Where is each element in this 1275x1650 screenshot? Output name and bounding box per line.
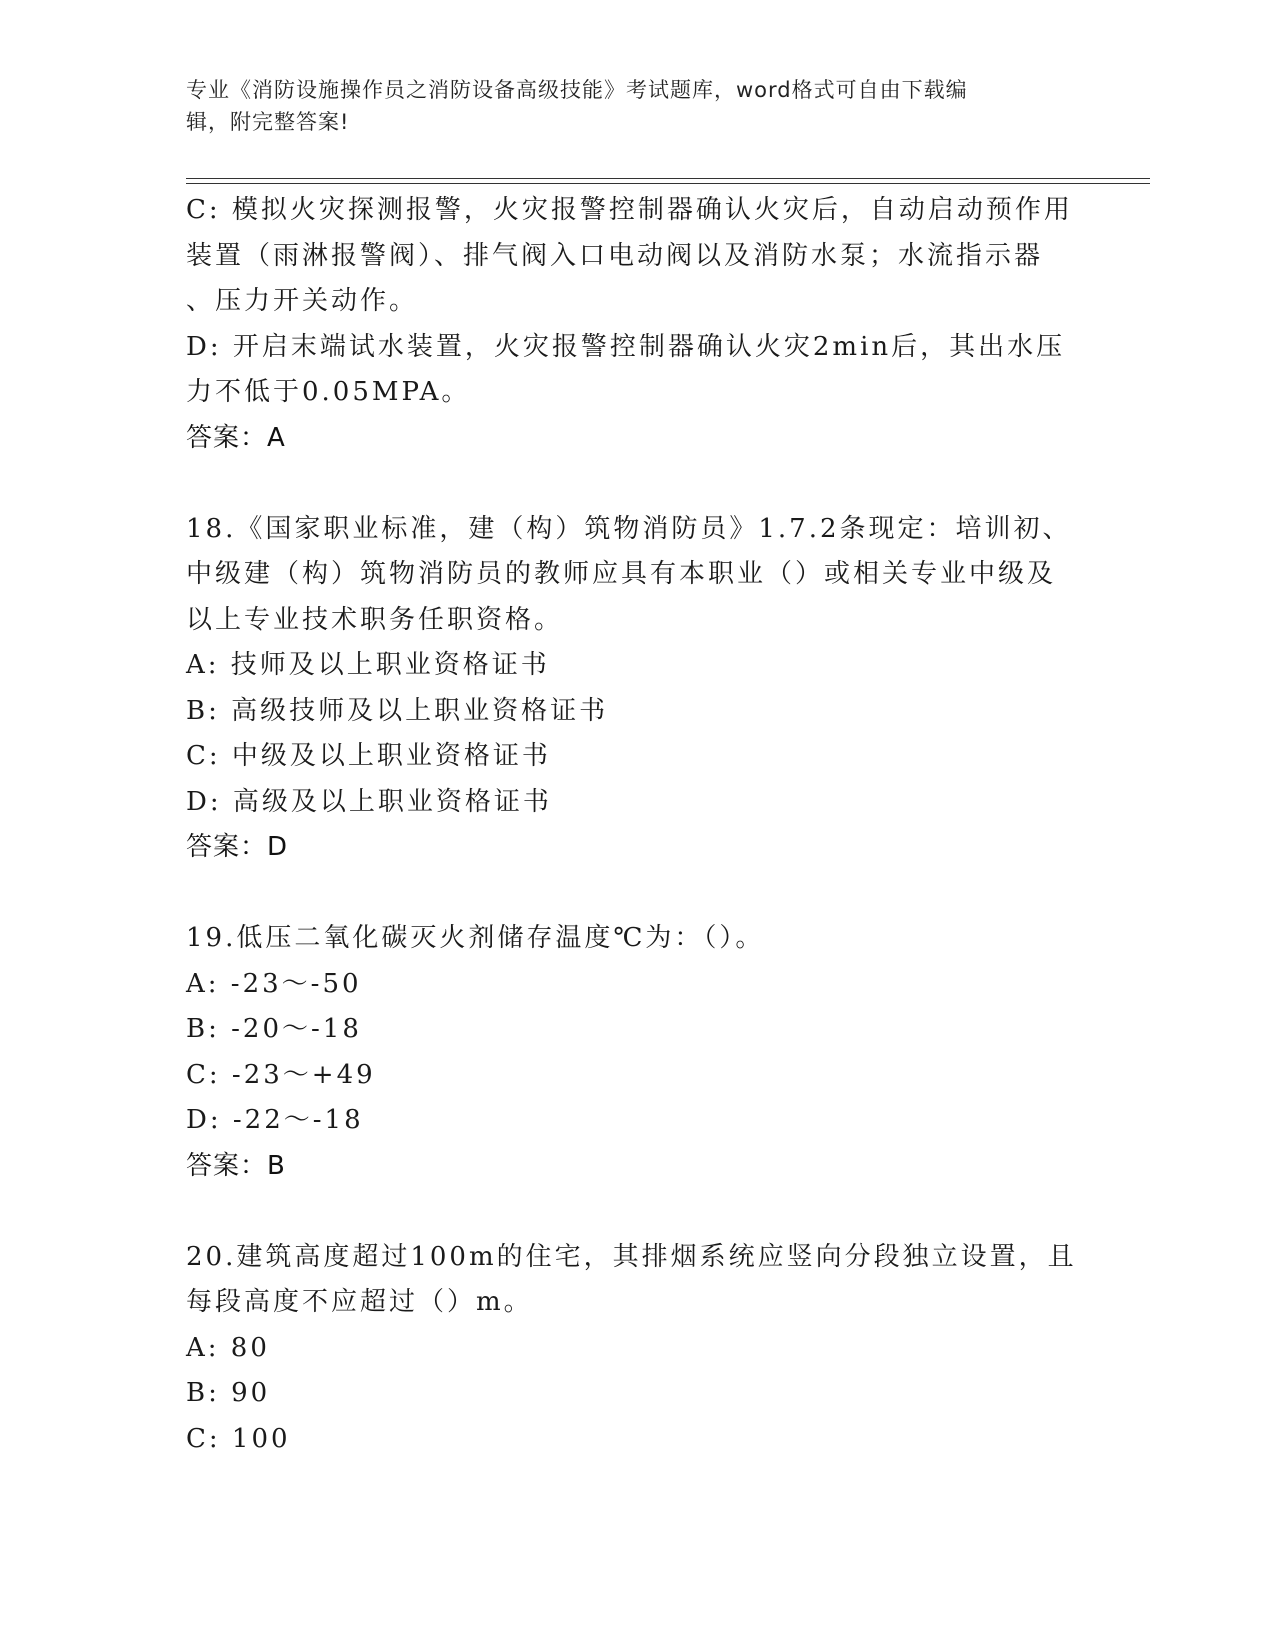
question-stem-line: 20.建筑高度超过100m的住宅，其排烟系统应竖向分段独立设置，且 <box>186 1241 1077 1272</box>
header-rule-top <box>186 178 1150 179</box>
question-stem-line: 19.低压二氧化碳灭火剂储存温度℃为：（）。 <box>186 923 765 953</box>
option-a: A: -23～-50 <box>186 968 362 999</box>
question-spacer <box>186 1189 1086 1235</box>
option-d-line: 力不低于0.05MPA。 <box>186 377 471 407</box>
answer-label: 答案：B <box>186 1150 286 1181</box>
option-a: A: 80 <box>186 1332 270 1363</box>
option-a: A: 技师及以上职业资格证书 <box>186 650 550 680</box>
answer-label: 答案：A <box>186 422 286 453</box>
option-b: B: -20～-18 <box>186 1014 362 1044</box>
header-line-1: 专业《消防设施操作员之消防设备高级技能》考试题库，word格式可自由下载编 <box>186 78 968 102</box>
question-18 <box>186 507 1086 871</box>
option-d-line: D: 开启末端试水装置，火灾报警控制器确认火灾2min后，其出水压 <box>186 331 1066 362</box>
option-c: C: 中级及以上职业资格证书 <box>186 741 551 771</box>
question-stem-line: 以上专业技术职务任职资格。 <box>186 604 564 635</box>
option-d: D: 高级及以上职业资格证书 <box>186 786 552 817</box>
option-c: C: 100 <box>186 1423 291 1454</box>
option-c: C: -23～+49 <box>186 1059 376 1090</box>
question-spacer <box>186 871 1086 917</box>
question-list <box>186 188 1086 1462</box>
document-header <box>186 74 1066 138</box>
question-20 <box>186 1235 1086 1463</box>
option-c-line: 、压力开关动作。 <box>186 286 419 316</box>
option-b: B: 高级技师及以上职业资格证书 <box>186 695 609 726</box>
option-c-line: C: 模拟火灾探测报警，火灾报警控制器确认火灾后，自动启动预作用 <box>186 195 1073 225</box>
answer-label: 答案：D <box>186 832 289 862</box>
question-spacer <box>186 461 1086 507</box>
question-stem-line: 中级建（构）筑物消防员的教师应具有本职业（）或相关专业中级及 <box>186 559 1057 589</box>
option-d: D: -22～-18 <box>186 1105 364 1135</box>
question-17-continuation <box>186 188 1086 461</box>
header-line-2: 辑，附完整答案! <box>186 110 350 134</box>
question-19 <box>186 916 1086 1189</box>
option-b: B: 90 <box>186 1378 271 1408</box>
header-rule-bottom <box>186 183 1150 184</box>
option-c-line: 装置（雨淋报警阀）、排气阀入口电动阀以及消防水泵；水流指示器 <box>186 240 1044 271</box>
question-stem-line: 每段高度不应超过（）m。 <box>186 1287 533 1317</box>
question-stem-line: 18.《国家职业标准，建（构）筑物消防员》1.7.2条现定：培训初、 <box>186 513 1072 544</box>
